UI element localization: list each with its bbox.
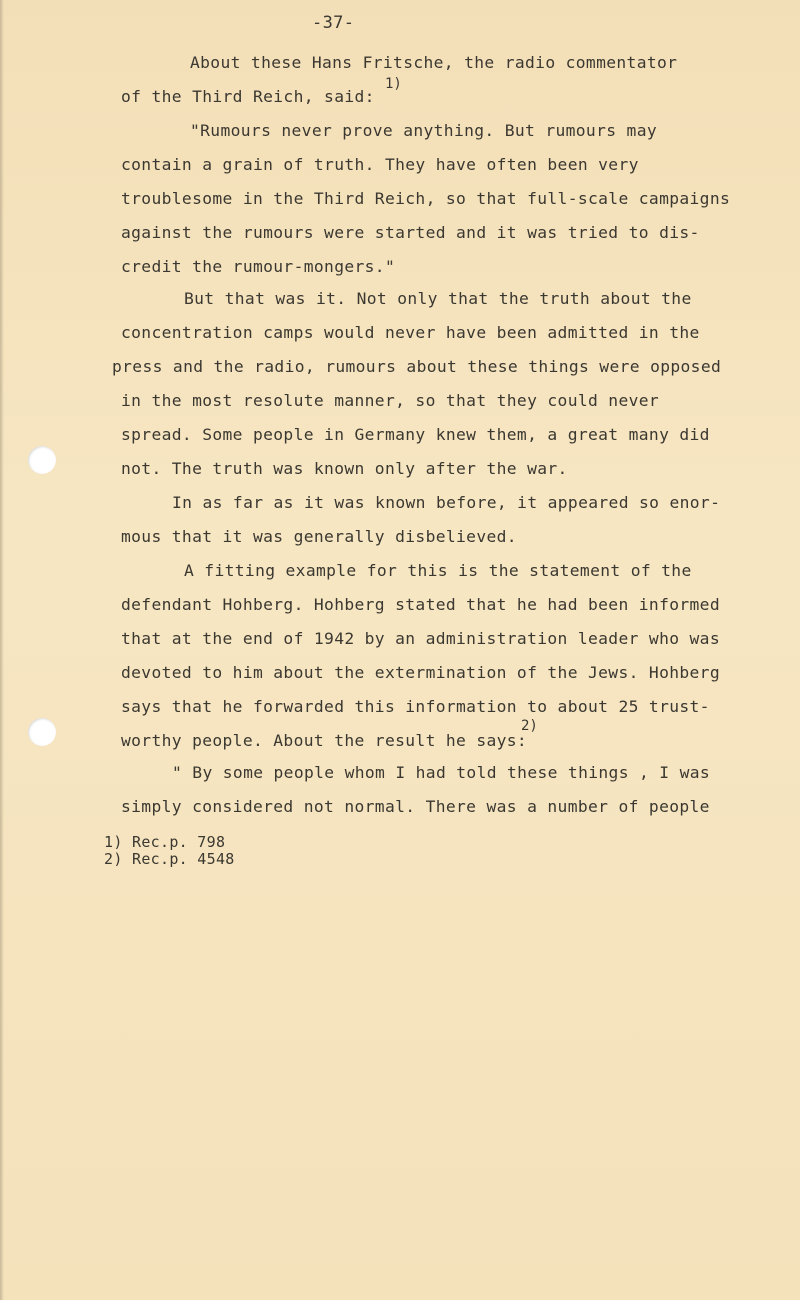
text-line: worthy people. About the result he says: [121,731,528,750]
text-line: troublesome in the Third Reich, so that full-scale campaigns [121,189,731,208]
text-line: in the most resolute manner, so that they could never [121,391,660,410]
text-line: contain a grain of truth. They have often been very [121,155,639,174]
text-line: defendant Hohberg. Hohberg stated that he had been informed [121,595,720,614]
text-line: But that was it. Not only that the truth about the [184,289,692,308]
text-line: " By some people whom I had told these things , I was [172,763,711,782]
text-line: press and the radio, rumours about these things were opposed [112,357,722,376]
punch-hole-bottom [28,718,56,746]
text-line: About these Hans Fritsche, the radio commentator [190,53,678,72]
text-line: against the rumours were started and it was tried to dis- [121,223,700,242]
text-line: spread. Some people in Germany knew them, a great many did [121,425,710,444]
text-line: A fitting example for this is the statement of the [184,561,692,580]
footnote-reference: 2) [521,718,538,734]
page-number: -37- [312,13,355,33]
punch-hole-top [28,446,56,474]
text-line: credit the rumour-mongers." [121,257,396,276]
text-line: In as far as it was known before, it appeared so enor- [172,493,721,512]
text-line: concentration camps would never have been admitted in the [121,323,700,342]
text-line: "Rumours never prove anything. But rumours may [190,121,657,140]
page-edge-shadow [0,0,4,1300]
text-line: not. The truth was known only after the war. [121,459,568,478]
footnote: 2) Rec.p. 4548 [104,850,235,868]
text-line: simply considered not normal. There was a number of people [121,797,710,816]
footnote: 1) Rec.p. 798 [104,833,226,851]
text-line: that at the end of 1942 by an administration leader who was [121,629,720,648]
text-line: devoted to him about the extermination of the Jews. Hohberg [121,663,720,682]
text-line: says that he forwarded this information to about 25 trust- [121,697,710,716]
footnote-reference: 1) [385,76,402,92]
text-line: mous that it was generally disbelieved. [121,527,517,546]
text-line: of the Third Reich, said: [121,87,375,106]
